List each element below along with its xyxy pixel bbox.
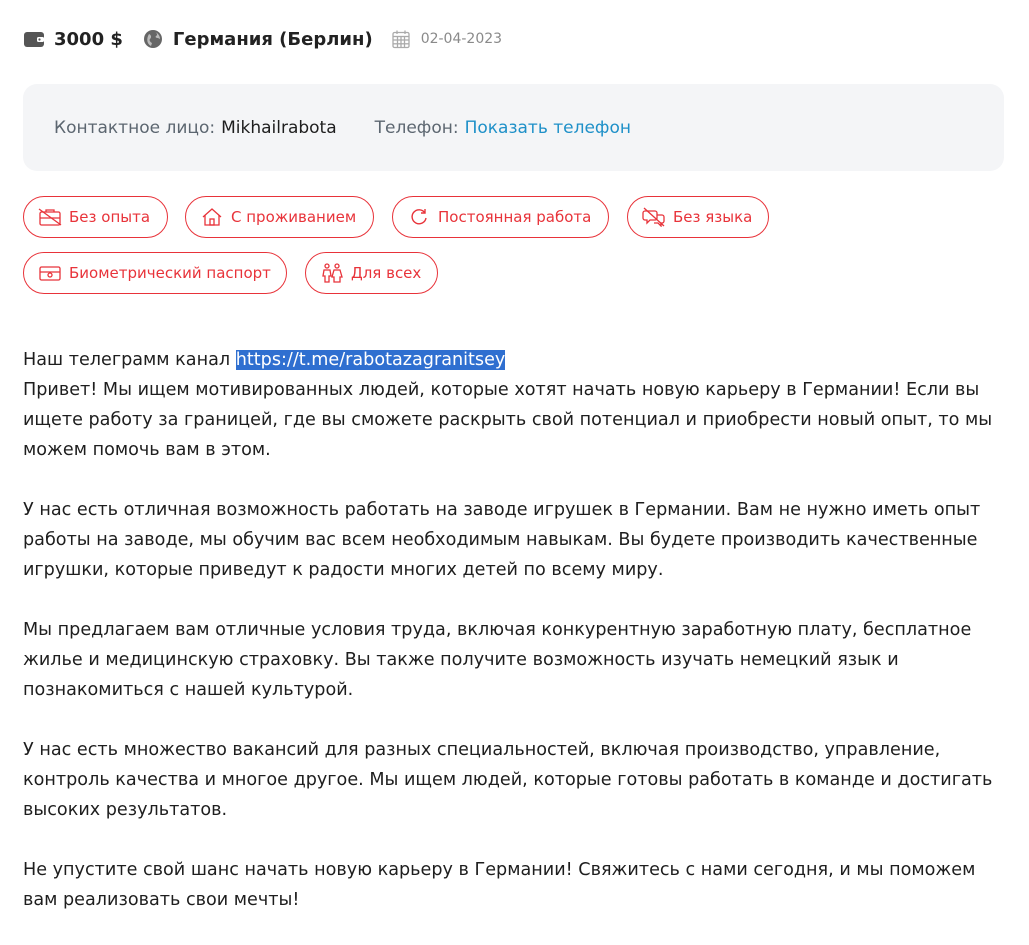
job-description — [23, 345, 1013, 945]
wallet-icon — [23, 30, 45, 48]
tag-label: Постоянная работа — [438, 208, 592, 226]
no-experience-icon — [37, 207, 63, 227]
tag-no-experience[interactable] — [23, 196, 168, 238]
contact-panel — [23, 84, 1004, 171]
tag-label: Биометрический паспорт — [69, 264, 271, 282]
description-paragraph: У нас есть отличная возможность работать на заводе игрушек в Германии. Вам не нужно иметь опыт работы на заводе, мы обучим вас всем необходимым навыкам. Вы будете производить качественные игрушки, которые приведут к радости многих детей по всему миру. — [23, 500, 981, 580]
telegram-line — [23, 345, 1013, 375]
post-date: 02-04-2023 — [420, 31, 503, 47]
telegram-link[interactable]: https://t.me/rabotazagranitsey — [235, 350, 506, 370]
contact-person-label: Контактное лицо: — [54, 117, 216, 138]
telegram-prefix: Наш телеграмм канал — [23, 350, 236, 370]
description-paragraph: Не упустите свой шанс начать новую карьеру в Германии! Свяжитесь с нами сегодня, и мы поможем вам реализовать свои мечты! — [23, 860, 976, 910]
tag-permanent-job[interactable] — [392, 196, 609, 238]
description-paragraph: Мы предлагаем вам отличные условия труда, включая конкурентную заработную плату, бесплатное жилье и медицинскую страховку. Вы также получите возможность изучать немецкий язык и познакомиться с нашей культурой. — [23, 620, 972, 700]
show-phone-link[interactable]: Показать телефон — [464, 117, 631, 138]
tag-for-everyone[interactable] — [305, 252, 438, 294]
calendar-icon — [391, 29, 411, 49]
people-icon — [319, 263, 345, 283]
description-paragraph: У нас есть множество вакансий для разных специальностей, включая производство, управление, контроль качества и многое другое. Мы ищем людей, которые готовы работать в команде и достигать высоких результатов. — [23, 740, 993, 820]
tag-biometric-passport[interactable] — [23, 252, 287, 294]
globe-icon — [143, 29, 163, 49]
house-icon — [199, 207, 225, 227]
no-language-icon — [641, 207, 667, 227]
contact-person-name: Mikhailrabota — [221, 117, 337, 138]
location: Германия (Берлин) — [172, 28, 373, 50]
tag-label: Для всех — [351, 264, 422, 282]
description-paragraph: Привет! Мы ищем мотивированных людей, которые хотят начать новую карьеру в Германии! Если вы ищете работу за границей, где вы сможете раскрыть свой потенциал и приобрести новый опыт, то мы можем помочь вам в этом. — [23, 380, 993, 460]
tag-accommodation[interactable] — [185, 196, 374, 238]
tag-label: Без опыта — [69, 208, 151, 226]
tag-label: Без языка — [673, 208, 753, 226]
salary: 3000 $ — [54, 28, 123, 50]
refresh-icon — [406, 207, 432, 227]
tag-no-language[interactable] — [627, 196, 769, 238]
tag-label: С проживанием — [231, 208, 357, 226]
phone-label: Телефон: — [374, 117, 459, 138]
passport-icon — [37, 263, 63, 283]
job-meta-row — [23, 24, 502, 54]
